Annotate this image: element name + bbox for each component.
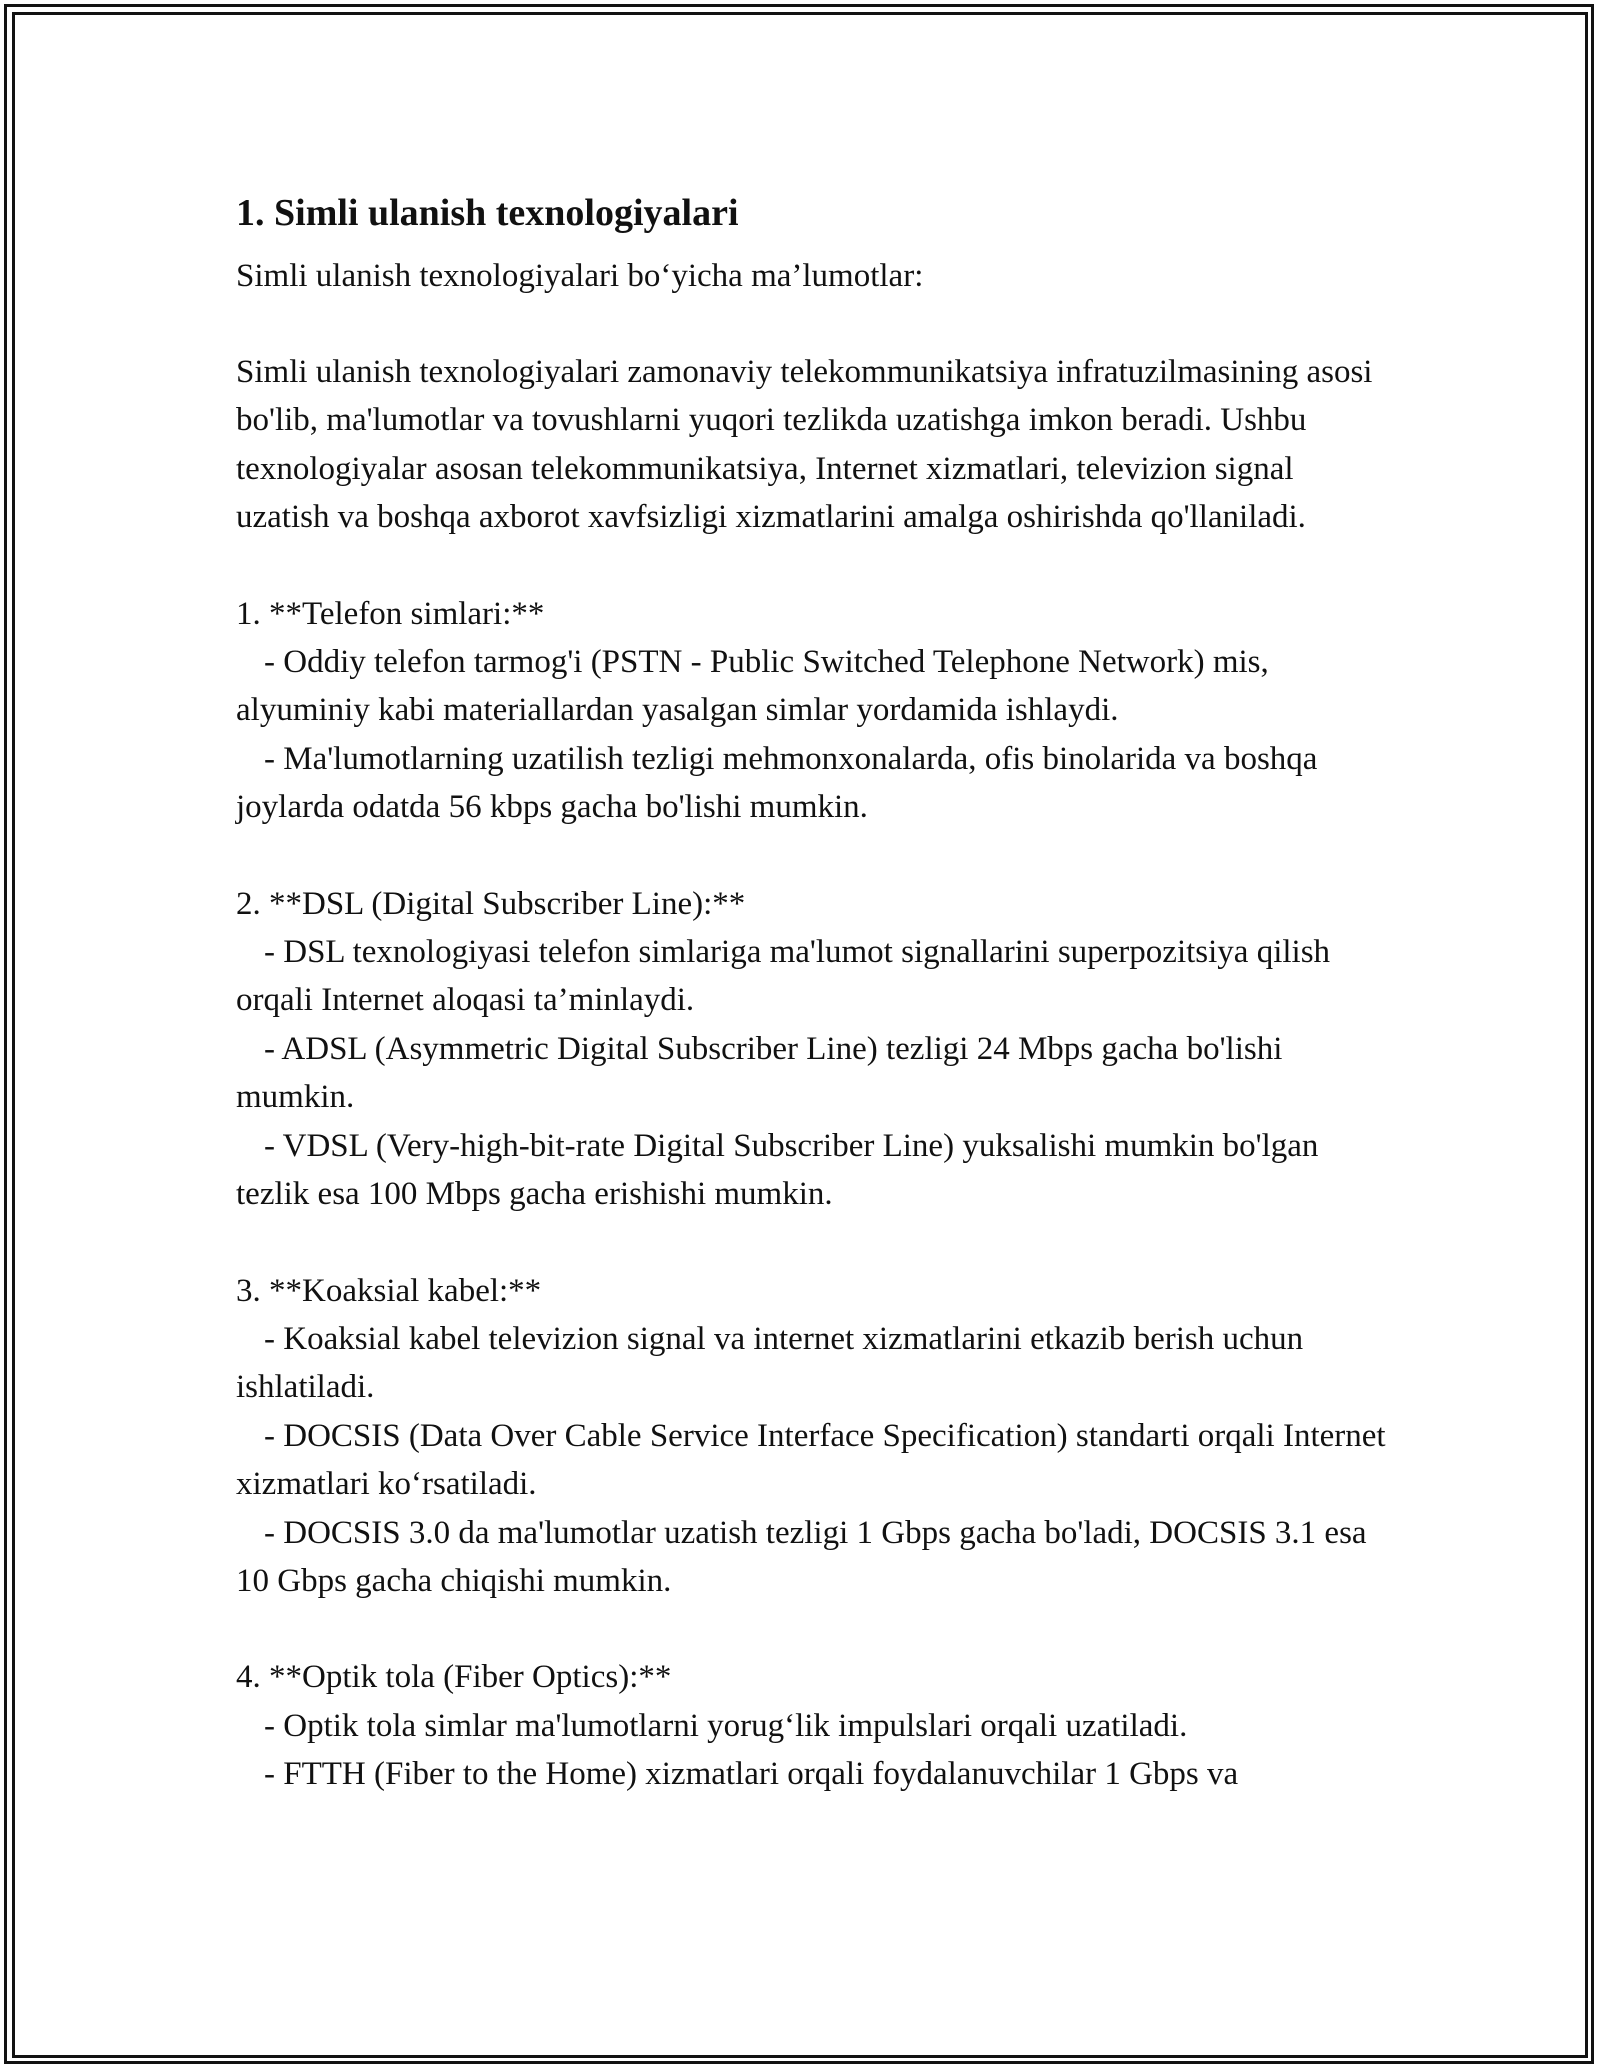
section-telefon-simlari (236, 590, 1386, 832)
section-title: 4. **Optik tola (Fiber Optics):** (236, 1659, 672, 1696)
section-bullet: - FTTH (Fiber to the Home) xizmatlari orqali foydalanuvchilar 1 Gbps va (264, 1756, 1239, 1793)
section-bullet: - DOCSIS (Data Over Cable Service Interface Specification) standarti orqali Internet xizmatlari ko‘rsatiladi. (236, 1417, 1386, 1503)
section-bullet: - Ma'lumotlarning uzatilish tezligi mehmonxonalarda, ofis binolarida va boshqa joylarda odatda 56 kbps gacha bo'lishi mumkin. (236, 740, 1318, 826)
section-bullet: - Koaksial kabel televizion signal va internet xizmatlarini etkazib berish uchun ishlatiladi. (236, 1320, 1304, 1406)
section-title: 2. **DSL (Digital Subscriber Line):** (236, 885, 746, 922)
section-bullet: - VDSL (Very-high-bit-rate Digital Subscriber Line) yuksalishi mumkin bo'lgan tezlik esa 100 Mbps gacha erishishi mumkin. (236, 1127, 1319, 1213)
document-subtitle: Simli ulanish texnologiyalari bo‘yicha ma’lumotlar: (236, 258, 924, 294)
section-bullet: - DOCSIS 3.0 da ma'lumotlar uzatish tezligi 1 Gbps gacha bo'ladi, DOCSIS 3.1 esa 10 Gbps gacha chiqishi mumkin. (236, 1514, 1367, 1599)
section-title: 1. **Telefon simlari:** (236, 595, 545, 632)
section-bullet: - Oddiy telefon tarmog'i (PSTN - Public Switched Telephone Network) mis, alyuminiy kabi materiallardan yasalgan simlar yordamida ishlaydi. (236, 644, 1269, 729)
intro-paragraph: Simli ulanish texnologiyalari zamonaviy telekommunikatsiya infratuzilmasining asosi bo'lib, ma'lumotlar va tovushlarni yuqori tezlikda uzatishga imkon beradi. Ushbu texnologiyalar asosan telekommunikatsiya, Internet xizmatlari, televizion signal uzatish va boshqa axborot xavfsizligi xizmatlarini amalga oshirishda qo'llaniladi. (236, 354, 1373, 536)
section-optik-tola (236, 1653, 1386, 1798)
document-body (236, 186, 1386, 1799)
document-heading: 1. Simli ulanish texnologiyalari (236, 192, 739, 234)
section-koaksial-kabel (236, 1267, 1386, 1606)
section-title: 3. **Koaksial kabel:** (236, 1272, 542, 1309)
section-bullet: - ADSL (Asymmetric Digital Subscriber Line) tezligi 24 Mbps gacha bo'lishi mumkin. (236, 1030, 1283, 1116)
section-bullet: - Optik tola simlar ma'lumotlarni yorug‘lik impulslari orqali uzatiladi. (264, 1707, 1188, 1744)
section-dsl (236, 880, 1386, 1219)
section-bullet: - DSL texnologiyasi telefon simlariga ma'lumot signallarini superpozitsiya qilish orqali Internet aloqasi ta’minlaydi. (236, 934, 1331, 1019)
